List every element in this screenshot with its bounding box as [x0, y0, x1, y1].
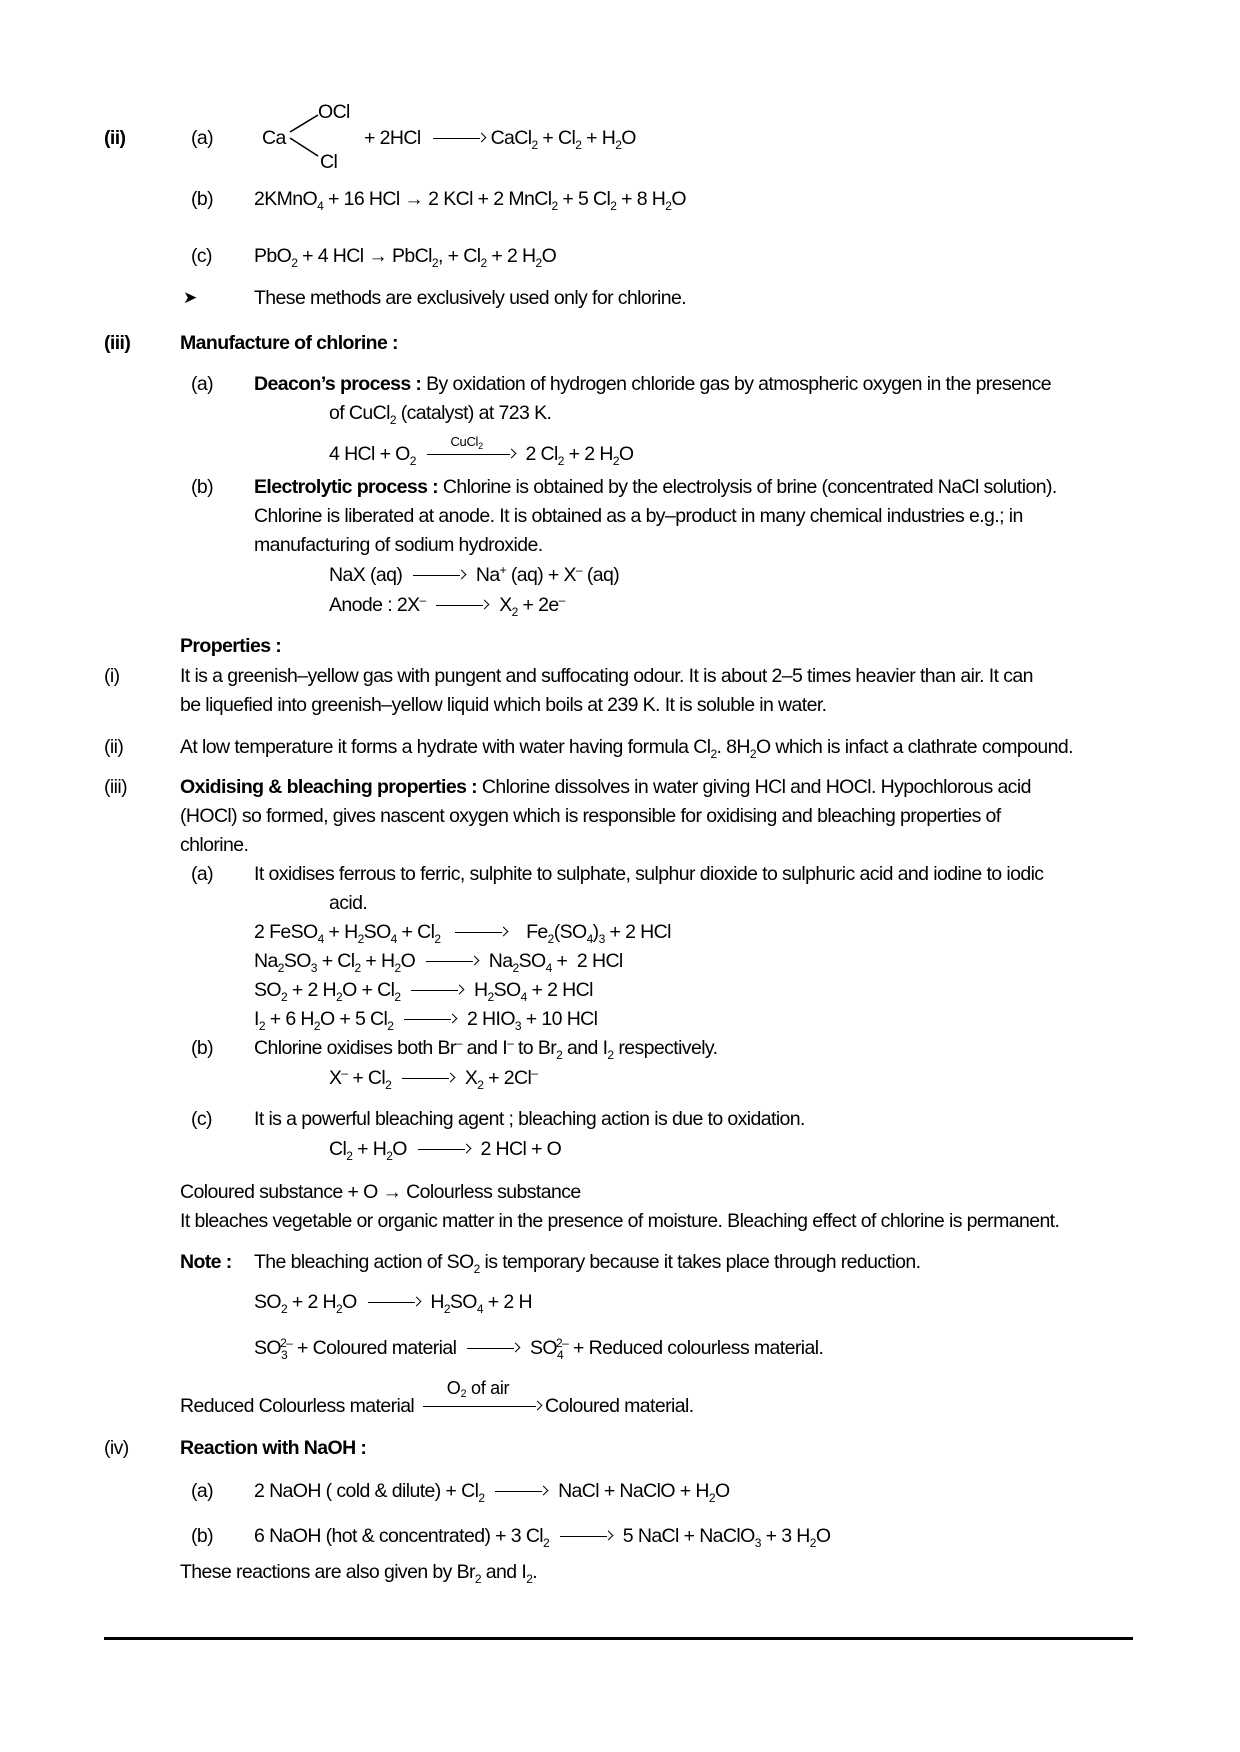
deacon-process-line2: of CuCl$_2$ (catalyst) at 723 K. [329, 402, 552, 427]
bleaching-agent-text: It is a powerful bleaching agent ; bleaching action is due to oxidation. [254, 1108, 805, 1130]
equation-ii-c: PbO$_2$ + 4 HCl → PbCl$_2$, + $Cl_2 + 2$ $H_2O$ [254, 245, 557, 270]
property-iii-line2: (HOCl) so formed, gives nascent oxygen which is responsible for oxidising and bleaching properties of [180, 805, 1001, 827]
equation-sulphur-dioxide: $SO_2 + 2$ $H_2O + Cl_2$ $H_2SO_4 + 2$ HCl [254, 979, 593, 1004]
reaction-arrow-icon [495, 1486, 547, 1498]
deacon-process-line1: By oxidation of hydrogen chloride gas by atmospheric oxygen in the presence [426, 373, 1052, 395]
equation-ii-b: 2KMnO$_4$ + 16 HCl → 2 KCl + 2 MnCl$_2$ + 5 $Cl_2 + 8$ $H_2O$ [254, 188, 686, 213]
oxidising-bleaching-text: Chlorine dissolves in water giving HCl and HOCl. Hypochlorous acid [481, 776, 1031, 798]
reaction-arrow-icon [368, 1297, 420, 1309]
reaction-arrow-icon [433, 133, 485, 145]
equation-dissociation: NaX (aq) Na+ (aq) + X– (aq) [329, 563, 620, 586]
permanent-bleaching-line: It bleaches vegetable or organic matter in the presence of moisture. Bleaching effect of chlorine is permanent. [180, 1210, 1060, 1232]
reaction-arrow-icon [402, 1073, 454, 1085]
coloured-substance-line: Coloured substance + O → Colourless substance [180, 1181, 581, 1203]
item-label-b: (b) [191, 1037, 214, 1059]
section-label-ii: (ii) [104, 127, 126, 149]
item-label-b: (b) [191, 188, 214, 210]
electrolytic-line1 [254, 475, 1057, 499]
reaction-arrow-icon [418, 1144, 470, 1156]
equation-sulphite-colour: $SO_3^{2-}$ + Coloured material $SO_4^{2-}$ + Reduced colourless material. [254, 1336, 824, 1362]
section-heading-manufacture: Manufacture of chlorine : [180, 332, 398, 354]
catalyst-label: CuCl$_2$ [450, 433, 483, 451]
equation-halide: $X^- + Cl_2$ $X_2 + 2Cl^-$ [329, 1066, 538, 1092]
item-label-b: (b) [191, 476, 214, 498]
reaction-arrow-icon [560, 1531, 612, 1543]
property-label-iv: (iv) [104, 1437, 129, 1459]
page-footer-rule [104, 1637, 1133, 1640]
naoh-heading: Reaction with NaOH : [180, 1437, 367, 1459]
electrolytic-line2: Chlorine is liberated at anode. It is obtained as a by–product in many chemical industries e.g.; in [254, 505, 1023, 527]
reoxidation-line [180, 1377, 694, 1418]
property-i-line2: be liquefied into greenish–yellow liquid which boils at 239 K. It is soluble in water. [180, 694, 827, 716]
catalyst-arrow-icon [427, 433, 515, 461]
note-text: The bleaching action of $SO_2$ is temporary because it takes place through reduction. [254, 1251, 921, 1276]
item-label-a: (a) [191, 127, 214, 149]
reaction-arrow-icon [413, 570, 465, 582]
oxidises-line1: It oxidises ferrous to ferric, sulphite to sulphate, sulphur dioxide to sulphuric acid and iodine to iodic [254, 863, 1044, 885]
electrolytic-line3: manufacturing of sodium hydroxide. [254, 534, 543, 556]
electrolytic-process-title: Electrolytic process : [254, 476, 439, 498]
oxidising-bleaching-title: Oxidising & bleaching properties : [180, 776, 478, 798]
reduced-material-text: Reduced Colourless material [180, 1395, 415, 1417]
reaction-arrow-icon [455, 927, 507, 939]
deacon-process-title: Deacon’s process : [254, 373, 422, 395]
equation-sulphite: $Na_2SO_3 + Cl_2 + H_2O$ $Na_2SO_4 + 2$ HCl [254, 950, 623, 975]
property-label-ii: (ii) [104, 736, 124, 758]
electrolytic-text1: Chlorine is obtained by the electrolysis of brine (concentrated NaCl solution). [442, 476, 1057, 498]
reaction-arrow-icon [436, 600, 488, 612]
property-label-i: (i) [104, 665, 120, 687]
bullet-text: These methods are exclusively used only for chlorine. [254, 287, 687, 309]
property-i-line1: It is a greenish–yellow gas with pungent and suffocating odour. It is about 2–5 times heavier than air. It can [180, 665, 1033, 687]
hypochlorite-group: OCl [318, 101, 350, 123]
equation-reactant: + 2HCl [364, 127, 421, 149]
chloride-group: Cl [320, 151, 338, 173]
reaction-arrow-icon [411, 985, 463, 997]
equation-naoh-hot: 6 NaOH (hot & concentrated) + 3 $Cl_2$ 5 NaCl + NaClO$_3$ + 3 $H_2O$ [254, 1525, 831, 1550]
oxygen-of-air-label: $O_2$ of air [446, 1377, 510, 1400]
arrowhead-bullet-icon: ➤ [183, 288, 197, 307]
equation-so2-reduction: $SO_2 + 2$ $H_2O$ $H_2SO_4 + 2$ H [254, 1291, 532, 1316]
naoh-footer-text: These reactions are also given by $Br_2$ and $I_2$. [180, 1561, 538, 1586]
properties-heading: Properties : [180, 635, 282, 657]
oxidation-arrow-icon [423, 1377, 541, 1413]
item-label-a: (a) [191, 1480, 214, 1502]
equation-ferrous: 2 FeSO$_4$ + $H_2SO_4 + Cl_2$ $Fe_2(SO_4)_3 + 2$ HCl [254, 921, 671, 946]
item-label-a: (a) [191, 373, 214, 395]
bleaching-powder-structure [262, 100, 372, 173]
deacon-process-text [254, 372, 1134, 396]
note-label: Note : [180, 1251, 232, 1273]
property-iii-line1 [180, 775, 1031, 799]
halide-oxidation-text: Chlorine oxidises both Br– and I– to $Br_2$ and $I_2$ respectively. [254, 1036, 718, 1062]
item-label-a: (a) [191, 863, 214, 885]
equation-ii-a: + 2HCl CaCl$_2$ + $Cl_2 + H_2O$ [364, 127, 636, 152]
property-iii-line3: chlorine. [180, 834, 249, 856]
item-label-c: (c) [191, 1108, 212, 1130]
equation-iodine: $I_2 + 6$ $H_2O + 5$ $Cl_2$ 2 $HIO_3 + 10$ HCl [254, 1008, 598, 1033]
equation-anode: Anode : 2X– $X_2 + 2e^-$ [329, 593, 565, 619]
reaction-arrow-icon [467, 1343, 519, 1355]
property-ii-text: At low temperature it forms a hydrate with water having formula $Cl_2$. $8H_2O$ which is infact a clathrate compound. [180, 736, 1073, 761]
equation-bleaching: $Cl_2 + H_2O$ 2 HCl + O [329, 1138, 562, 1163]
equation-deacon: 4 HCl + $O_2$ CuCl$_2$ 2 $Cl_2 + 2$ $H_2O$ [329, 442, 633, 466]
equation-naoh-cold: 2 NaOH ( cold & dilute) + $Cl_2$ NaCl + NaClO + $H_2O$ [254, 1480, 730, 1505]
property-label-iii: (iii) [104, 776, 127, 798]
oxidises-line2: acid. [329, 892, 368, 914]
calcium-symbol: Ca [262, 127, 286, 149]
item-label-b: (b) [191, 1525, 214, 1547]
reaction-arrow-icon [404, 1014, 456, 1026]
reaction-arrow-icon [426, 956, 478, 968]
coloured-material-text: Coloured material. [545, 1395, 694, 1417]
item-label-c: (c) [191, 245, 212, 267]
section-label-iii: (iii) [104, 332, 131, 354]
